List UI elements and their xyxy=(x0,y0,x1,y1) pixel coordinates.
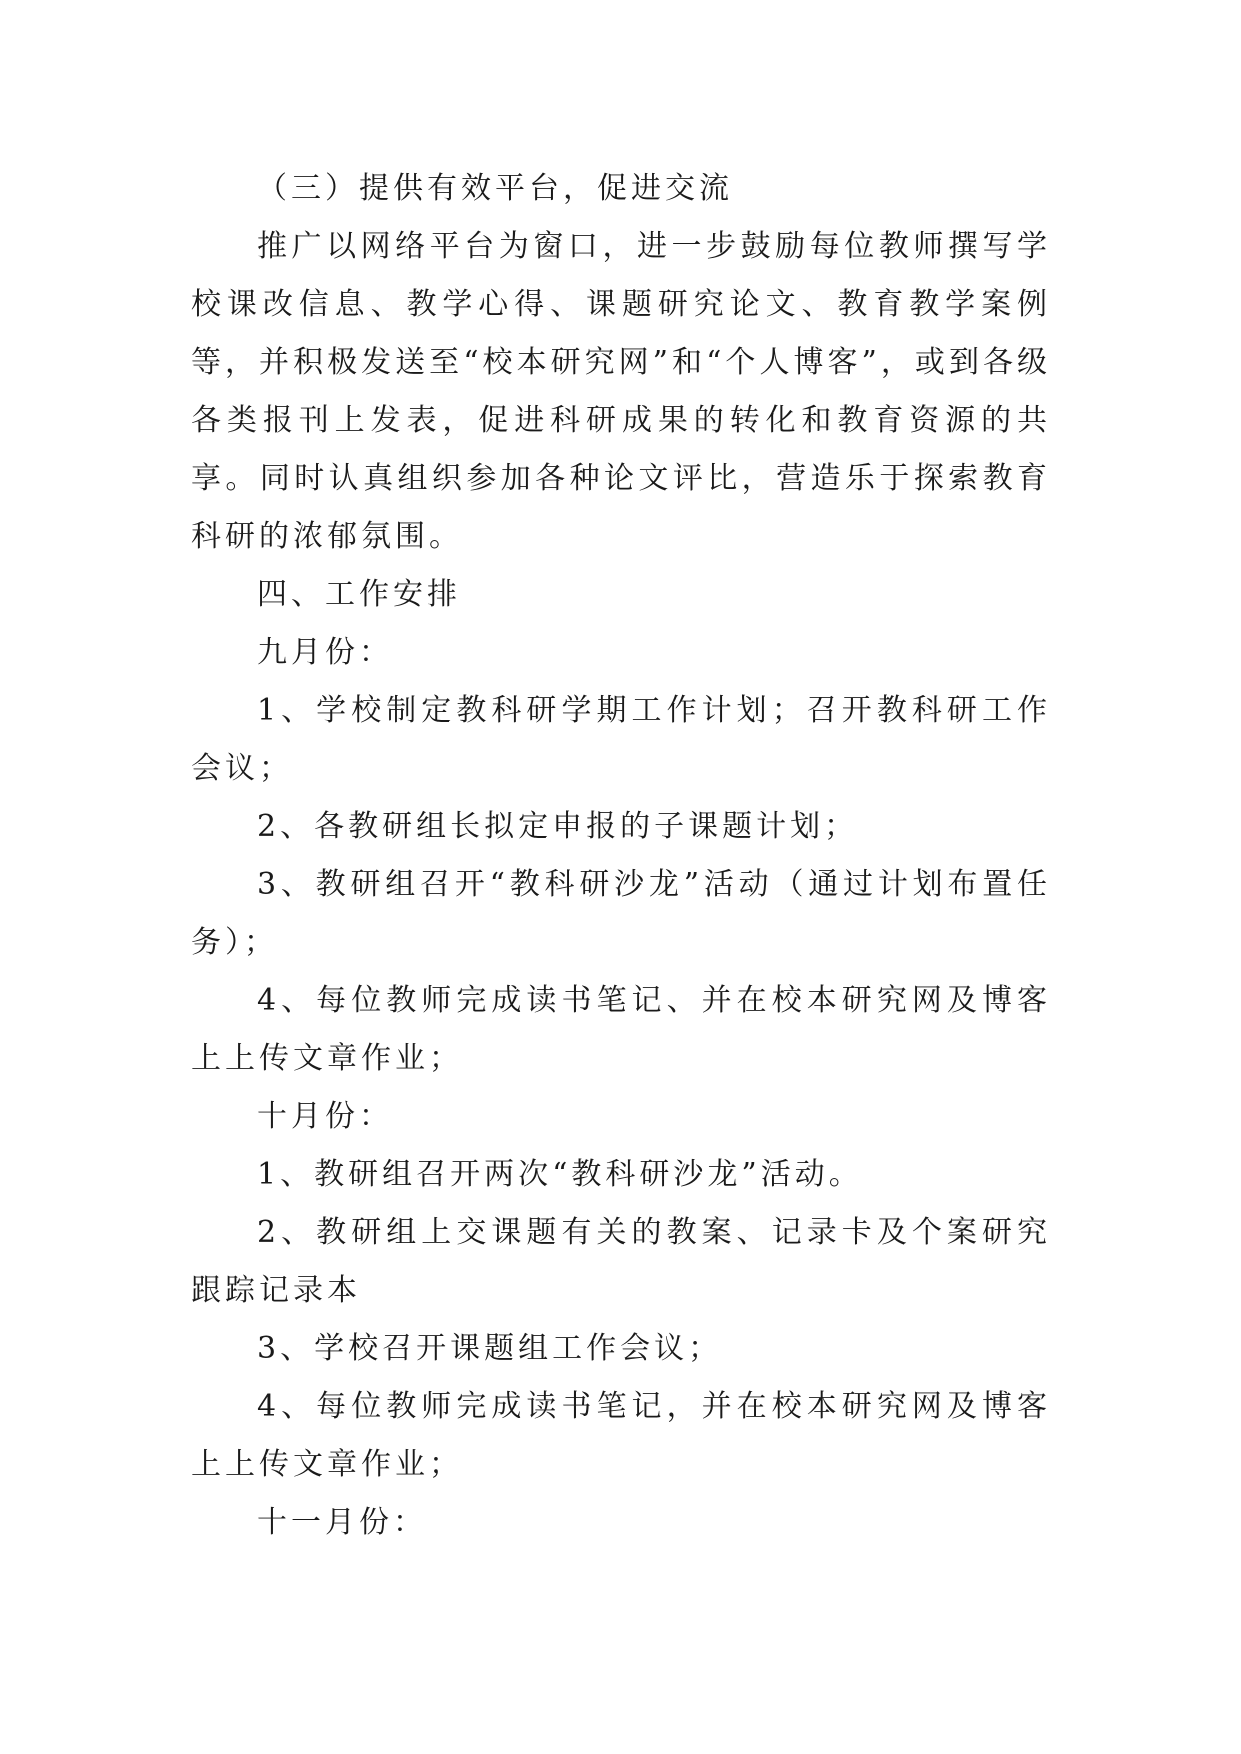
list-item: 2、各教研组长拟定申报的子课题计划； xyxy=(257,809,859,844)
list-item: 3、教研组召开“教科研沙龙”活动（通过计划布置任务）； xyxy=(191,867,1051,960)
section-heading-platform: （三）提供有效平台，促进交流 xyxy=(257,171,733,206)
list-item: 4、每位教师完成读书笔记，并在校本研究网及博客上上传文章作业； xyxy=(191,1389,1051,1482)
list-item: 1、学校制定教科研学期工作计划；召开教科研工作会议； xyxy=(191,693,1051,786)
month-heading-september: 九月份： xyxy=(257,635,393,670)
section-heading-schedule: 四、工作安排 xyxy=(257,577,461,612)
month-heading-november: 十一月份： xyxy=(257,1505,427,1540)
list-item: 3、学校召开课题组工作会议； xyxy=(257,1331,723,1366)
list-item: 4、每位教师完成读书笔记、并在校本研究网及博客上上传文章作业； xyxy=(191,983,1051,1076)
list-item: 2、教研组上交课题有关的教案、记录卡及个案研究跟踪记录本 xyxy=(191,1215,1051,1308)
month-heading-october: 十月份： xyxy=(257,1099,393,1134)
paragraph-platform-body: 推广以网络平台为窗口，进一步鼓励每位教师撰写学校课改信息、教学心得、课题研究论文、教育教学案例等，并积极发送至“校本研究网”和“个人博客”，或到各级各类报刊上发表，促进科研成果的转化和教育资源的共享。同时认真组织参加各种论文评比，营造乐于探索教育科研的浓郁氛围。 xyxy=(191,229,1051,554)
list-item: 1、教研组召开两次“教科研沙龙”活动。 xyxy=(257,1157,863,1192)
document-body xyxy=(191,160,1051,1552)
